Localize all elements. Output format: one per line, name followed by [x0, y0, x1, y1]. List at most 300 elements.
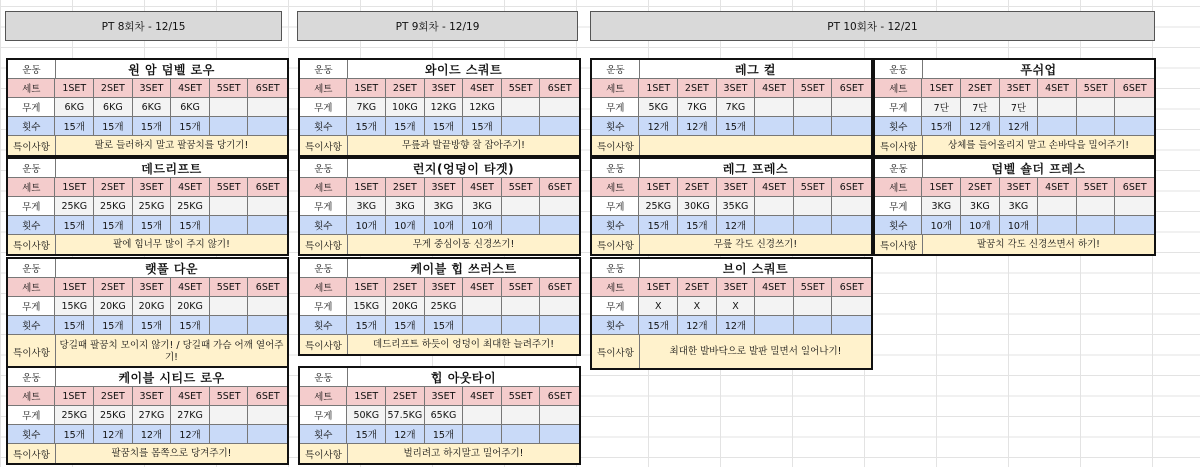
weight-row [592, 297, 871, 316]
set-header: 4SET [755, 178, 794, 196]
set-header: 3SET [717, 278, 756, 296]
exercise-label: 운동 [8, 259, 56, 277]
reps-cell [463, 316, 502, 334]
set-header: 2SET [94, 79, 133, 97]
set-header: 6SET [547, 181, 572, 193]
reps-cell: 15개 [133, 117, 172, 135]
weight-cell: X [717, 297, 756, 315]
reps-cell: 12개 [717, 216, 756, 234]
weight-cell [210, 197, 249, 215]
weight-cell: 3KG [961, 197, 1000, 215]
set-header: 1SET [347, 387, 386, 405]
weight-row [8, 297, 287, 316]
weight-cell [502, 406, 541, 424]
set-header: 1SET [922, 79, 961, 97]
exercise-name: 케이블 시티드 로우 [118, 370, 225, 385]
exercise-card [873, 58, 1156, 157]
exercise-card [873, 157, 1156, 256]
set-header: 1SET [347, 178, 386, 196]
reps-label: 횟수 [300, 117, 347, 135]
weight-cell: 25KG [133, 197, 172, 215]
reps-cell: 12개 [678, 117, 717, 135]
reps-cell [463, 425, 502, 443]
weight-cell: 3KG [425, 197, 464, 215]
reps-cell [1077, 216, 1116, 234]
set-header-row [300, 178, 579, 197]
reps-cell [794, 316, 833, 334]
reps-cell: 15개 [463, 117, 502, 135]
set-label: 세트 [592, 178, 639, 196]
set-header: 5SET [210, 387, 249, 405]
reps-cell: 15개 [347, 425, 386, 443]
note-row [8, 444, 287, 463]
note-text: 데드리프트 하듯이 엉덩이 최대한 늘려주기! [372, 338, 555, 350]
weight-cell [1077, 98, 1116, 116]
weight-label: 무게 [300, 406, 347, 424]
weight-label: 무게 [300, 98, 347, 116]
weight-cell [248, 197, 287, 215]
weight-cell [248, 297, 287, 315]
note-label: 특이사항 [8, 335, 56, 368]
weight-cell [832, 98, 871, 116]
reps-cell [210, 216, 249, 234]
set-header: 6SET [839, 181, 864, 193]
session-header-2 [297, 11, 578, 41]
weight-cell [540, 197, 579, 215]
note-row [875, 235, 1154, 254]
exercise-label: 운동 [592, 159, 640, 177]
exercise-name-row [300, 159, 579, 178]
reps-cell: 12개 [961, 117, 1000, 135]
reps-cell [1038, 216, 1077, 234]
reps-cell: 15개 [171, 216, 210, 234]
reps-row [875, 117, 1154, 136]
reps-cell [794, 117, 833, 135]
set-header-row [300, 79, 579, 98]
exercise-card [298, 157, 581, 256]
note-row [300, 136, 579, 155]
weight-cell [1115, 197, 1154, 215]
set-header: 3SET [717, 79, 756, 97]
set-header-row [300, 387, 579, 406]
weight-cell: 7단 [1000, 98, 1039, 116]
set-header: 4SET [171, 387, 210, 405]
set-label: 세트 [8, 178, 55, 196]
weight-label: 무게 [8, 197, 55, 215]
set-header: 1SET [55, 79, 94, 97]
weight-label: 무게 [8, 98, 55, 116]
reps-label: 횟수 [8, 316, 55, 334]
set-header: 6SET [255, 390, 280, 402]
set-header: 6SET [1122, 82, 1147, 94]
weight-cell [1077, 197, 1116, 215]
exercise-name: 와이드 스쿼트 [424, 62, 503, 77]
exercise-name-row [8, 159, 287, 178]
reps-row [592, 316, 871, 335]
reps-label: 횟수 [300, 316, 347, 334]
set-header: 5SET [502, 278, 541, 296]
set-header: 3SET [133, 178, 172, 196]
weight-cell [502, 297, 541, 315]
weight-cell: 15KG [55, 297, 94, 315]
weight-label: 무게 [592, 297, 639, 315]
note-label: 특이사항 [592, 335, 640, 368]
reps-cell: 12개 [678, 316, 717, 334]
set-header: 6SET [547, 390, 572, 402]
weight-label: 무게 [8, 406, 55, 424]
reps-cell: 15개 [94, 117, 133, 135]
set-header: 2SET [961, 178, 1000, 196]
set-header: 4SET [1038, 178, 1077, 196]
reps-cell: 15개 [55, 316, 94, 334]
set-header: 6SET [839, 281, 864, 293]
weight-cell: 25KG [425, 297, 464, 315]
note-text: 무릎 각도 신경쓰기! [713, 238, 798, 250]
note-text: 당길때 팔꿈치 모이지 않기! / 당길때 가슴 어깨 열어주기! [59, 339, 284, 363]
note-label: 특이사항 [300, 335, 348, 354]
weight-cell: 5KG [639, 98, 678, 116]
reps-cell: 15개 [639, 216, 678, 234]
set-label: 세트 [875, 178, 922, 196]
reps-cell [540, 425, 579, 443]
exercise-card [6, 257, 289, 370]
weight-cell: 30KG [678, 197, 717, 215]
reps-cell [794, 216, 833, 234]
set-header: 3SET [425, 79, 464, 97]
reps-cell: 10개 [463, 216, 502, 234]
reps-label: 횟수 [300, 425, 347, 443]
weight-cell: 25KG [94, 406, 133, 424]
reps-cell: 12개 [133, 425, 172, 443]
reps-cell: 15개 [639, 316, 678, 334]
exercise-card [6, 58, 289, 157]
set-header-row [8, 79, 287, 98]
weight-cell: 3KG [463, 197, 502, 215]
set-header: 6SET [547, 82, 572, 94]
exercise-name-row [875, 60, 1154, 79]
note-row [592, 335, 871, 368]
set-header: 5SET [794, 178, 833, 196]
set-header: 2SET [961, 79, 1000, 97]
set-header: 2SET [94, 278, 133, 296]
exercise-label: 운동 [300, 368, 348, 386]
weight-row [8, 98, 287, 117]
reps-cell [502, 316, 541, 334]
set-header: 5SET [794, 79, 833, 97]
reps-cell [1077, 117, 1116, 135]
exercise-label: 운동 [875, 159, 923, 177]
reps-cell: 15개 [386, 117, 425, 135]
reps-cell [832, 117, 871, 135]
set-header: 2SET [678, 278, 717, 296]
set-header: 1SET [922, 178, 961, 196]
reps-cell [248, 216, 287, 234]
reps-label: 횟수 [8, 216, 55, 234]
reps-label: 횟수 [8, 425, 55, 443]
set-label: 세트 [875, 79, 922, 97]
weight-label: 무게 [300, 197, 347, 215]
reps-row [300, 316, 579, 335]
set-header: 3SET [133, 387, 172, 405]
reps-cell: 15개 [94, 316, 133, 334]
reps-cell [502, 117, 541, 135]
reps-cell: 15개 [55, 216, 94, 234]
reps-row [300, 117, 579, 136]
weight-cell: X [639, 297, 678, 315]
weight-cell: 15KG [347, 297, 386, 315]
exercise-card [590, 157, 873, 256]
set-header: 2SET [94, 178, 133, 196]
weight-cell: 6KG [171, 98, 210, 116]
weight-cell: 12KG [425, 98, 464, 116]
note-row [300, 235, 579, 254]
weight-cell: 3KG [347, 197, 386, 215]
set-header: 1SET [55, 278, 94, 296]
note-text: 팔로 들러하지 말고 팔꿈치를 당기기! [94, 139, 249, 151]
set-label: 세트 [300, 387, 347, 405]
reps-cell: 15개 [171, 316, 210, 334]
weight-cell: 20KG [171, 297, 210, 315]
note-label: 특이사항 [8, 444, 56, 463]
session-header-3 [590, 11, 1155, 41]
weight-cell [248, 98, 287, 116]
weight-cell: 27KG [133, 406, 172, 424]
reps-cell [755, 316, 794, 334]
set-header: 6SET [255, 281, 280, 293]
note-row [300, 335, 579, 354]
set-header: 3SET [425, 278, 464, 296]
set-header: 4SET [463, 278, 502, 296]
reps-row [8, 117, 287, 136]
reps-cell [502, 216, 541, 234]
weight-cell: 25KG [94, 197, 133, 215]
reps-label: 횟수 [8, 117, 55, 135]
reps-cell [1115, 117, 1154, 135]
weight-cell [248, 406, 287, 424]
set-header: 4SET [1038, 79, 1077, 97]
set-header: 5SET [794, 278, 833, 296]
exercise-name: 푸쉬업 [1020, 62, 1057, 77]
exercise-card [590, 257, 873, 370]
reps-label: 횟수 [592, 216, 639, 234]
reps-cell: 15개 [386, 316, 425, 334]
reps-cell [755, 216, 794, 234]
weight-cell [755, 297, 794, 315]
reps-label: 횟수 [592, 316, 639, 334]
exercise-label: 운동 [300, 159, 348, 177]
weight-row [8, 197, 287, 216]
note-text: 상체를 들어올리지 말고 손바닥을 밀어주기! [947, 139, 1130, 151]
weight-cell: 7KG [678, 98, 717, 116]
note-label: 특이사항 [592, 136, 640, 155]
exercise-name: 데드리프트 [141, 161, 202, 176]
set-header: 2SET [386, 387, 425, 405]
reps-cell [210, 425, 249, 443]
reps-cell: 15개 [55, 425, 94, 443]
weight-cell [540, 297, 579, 315]
reps-cell [1115, 216, 1154, 234]
set-header: 4SET [463, 79, 502, 97]
weight-cell: 20KG [133, 297, 172, 315]
set-header-row [8, 278, 287, 297]
note-row [8, 136, 287, 155]
set-header: 5SET [502, 79, 541, 97]
exercise-name-row [592, 259, 871, 278]
note-label: 특이사항 [8, 136, 56, 155]
note-label: 특이사항 [592, 235, 640, 254]
exercise-name-row [875, 159, 1154, 178]
exercise-card [298, 366, 581, 465]
note-text: 최대한 발바닥으로 발판 밀면서 일어나기! [669, 345, 842, 357]
note-text: 벌리려고 하지말고 밀어주기! [403, 447, 524, 459]
weight-cell: 6KG [55, 98, 94, 116]
reps-cell: 15개 [425, 316, 464, 334]
set-header: 6SET [255, 181, 280, 193]
set-header: 3SET [133, 79, 172, 97]
weight-cell [502, 197, 541, 215]
reps-cell [1038, 117, 1077, 135]
exercise-name: 레그 컬 [735, 62, 776, 77]
reps-cell [755, 117, 794, 135]
set-header: 1SET [55, 178, 94, 196]
exercise-name: 힙 아웃타이 [430, 370, 497, 385]
reps-cell [210, 117, 249, 135]
exercise-name: 케이블 힙 쓰러스트 [410, 261, 517, 276]
set-header: 1SET [639, 278, 678, 296]
exercise-name: 런지(엉덩이 타겟) [412, 161, 515, 176]
note-label: 특이사항 [875, 136, 923, 155]
reps-cell: 12개 [639, 117, 678, 135]
exercise-label: 운동 [300, 60, 348, 78]
exercise-label: 운동 [8, 60, 56, 78]
note-label: 특이사항 [875, 235, 923, 254]
exercise-name-row [8, 60, 287, 79]
session-header-1 [5, 11, 282, 41]
exercise-label: 운동 [875, 60, 923, 78]
reps-cell [832, 316, 871, 334]
weight-cell [540, 98, 579, 116]
set-header: 4SET [463, 178, 502, 196]
exercise-name-row [300, 259, 579, 278]
weight-cell: 25KG [55, 406, 94, 424]
reps-row [592, 117, 871, 136]
note-row [300, 444, 579, 463]
note-row [875, 136, 1154, 155]
reps-cell [248, 425, 287, 443]
reps-cell: 15개 [133, 216, 172, 234]
weight-row [592, 98, 871, 117]
set-header: 1SET [639, 178, 678, 196]
weight-label: 무게 [300, 297, 347, 315]
weight-row [300, 197, 579, 216]
weight-label: 무게 [592, 197, 639, 215]
note-label: 특이사항 [8, 235, 56, 254]
exercise-name-row [8, 259, 287, 278]
exercise-name-row [300, 368, 579, 387]
set-header: 5SET [1077, 79, 1116, 97]
exercise-card [590, 58, 873, 157]
reps-cell [502, 425, 541, 443]
set-header: 4SET [171, 278, 210, 296]
set-label: 세트 [300, 79, 347, 97]
set-header: 4SET [755, 278, 794, 296]
note-text: 무게 중심이동 신경쓰기! [412, 238, 515, 250]
weight-label: 무게 [875, 98, 922, 116]
exercise-name-row [592, 159, 871, 178]
set-header-row [592, 79, 871, 98]
weight-cell [1115, 98, 1154, 116]
reps-cell: 15개 [133, 316, 172, 334]
note-text: 팔에 힘너무 많이 주지 않기! [113, 238, 230, 250]
set-label: 세트 [592, 79, 639, 97]
reps-cell: 15개 [425, 117, 464, 135]
set-header: 2SET [94, 387, 133, 405]
reps-label: 횟수 [875, 117, 922, 135]
weight-cell [832, 297, 871, 315]
weight-cell [210, 297, 249, 315]
session-title: PT 8회차 - 12/15 [101, 20, 186, 33]
set-header: 6SET [547, 281, 572, 293]
note-text: 팔꿈치 각도 신경쓰면서 하기! [977, 238, 1100, 250]
weight-cell: 10KG [386, 98, 425, 116]
weight-cell: 3KG [922, 197, 961, 215]
exercise-card [298, 257, 581, 356]
exercise-card [6, 366, 289, 465]
weight-cell [463, 406, 502, 424]
weight-cell [794, 297, 833, 315]
weight-cell [540, 406, 579, 424]
set-header: 4SET [755, 79, 794, 97]
note-label: 특이사항 [300, 136, 348, 155]
weight-row [300, 297, 579, 316]
note-row [8, 235, 287, 254]
exercise-label: 운동 [300, 259, 348, 277]
weight-cell: 20KG [94, 297, 133, 315]
set-header: 5SET [210, 79, 249, 97]
weight-row [875, 98, 1154, 117]
set-header: 4SET [171, 178, 210, 196]
reps-cell [540, 117, 579, 135]
set-header: 6SET [1122, 181, 1147, 193]
reps-row [300, 216, 579, 235]
weight-cell: 6KG [133, 98, 172, 116]
weight-cell: 7KG [717, 98, 756, 116]
exercise-label: 운동 [592, 259, 640, 277]
weight-row [875, 197, 1154, 216]
note-text: 무릎과 발끝방향 잘 잡아주기! [402, 139, 525, 151]
set-header: 5SET [210, 278, 249, 296]
reps-cell: 10개 [961, 216, 1000, 234]
reps-label: 횟수 [592, 117, 639, 135]
set-header: 5SET [210, 178, 249, 196]
weight-cell: 7단 [922, 98, 961, 116]
weight-cell: 7KG [347, 98, 386, 116]
reps-cell [832, 216, 871, 234]
reps-cell: 10개 [1000, 216, 1039, 234]
note-text [640, 136, 871, 155]
set-header: 1SET [639, 79, 678, 97]
weight-cell: 3KG [386, 197, 425, 215]
reps-cell: 12개 [717, 316, 756, 334]
reps-row [8, 425, 287, 444]
reps-cell [248, 316, 287, 334]
set-header: 1SET [55, 387, 94, 405]
set-header: 3SET [717, 178, 756, 196]
weight-cell: 20KG [386, 297, 425, 315]
reps-cell: 15개 [717, 117, 756, 135]
exercise-label: 운동 [8, 368, 56, 386]
reps-cell: 15개 [55, 117, 94, 135]
